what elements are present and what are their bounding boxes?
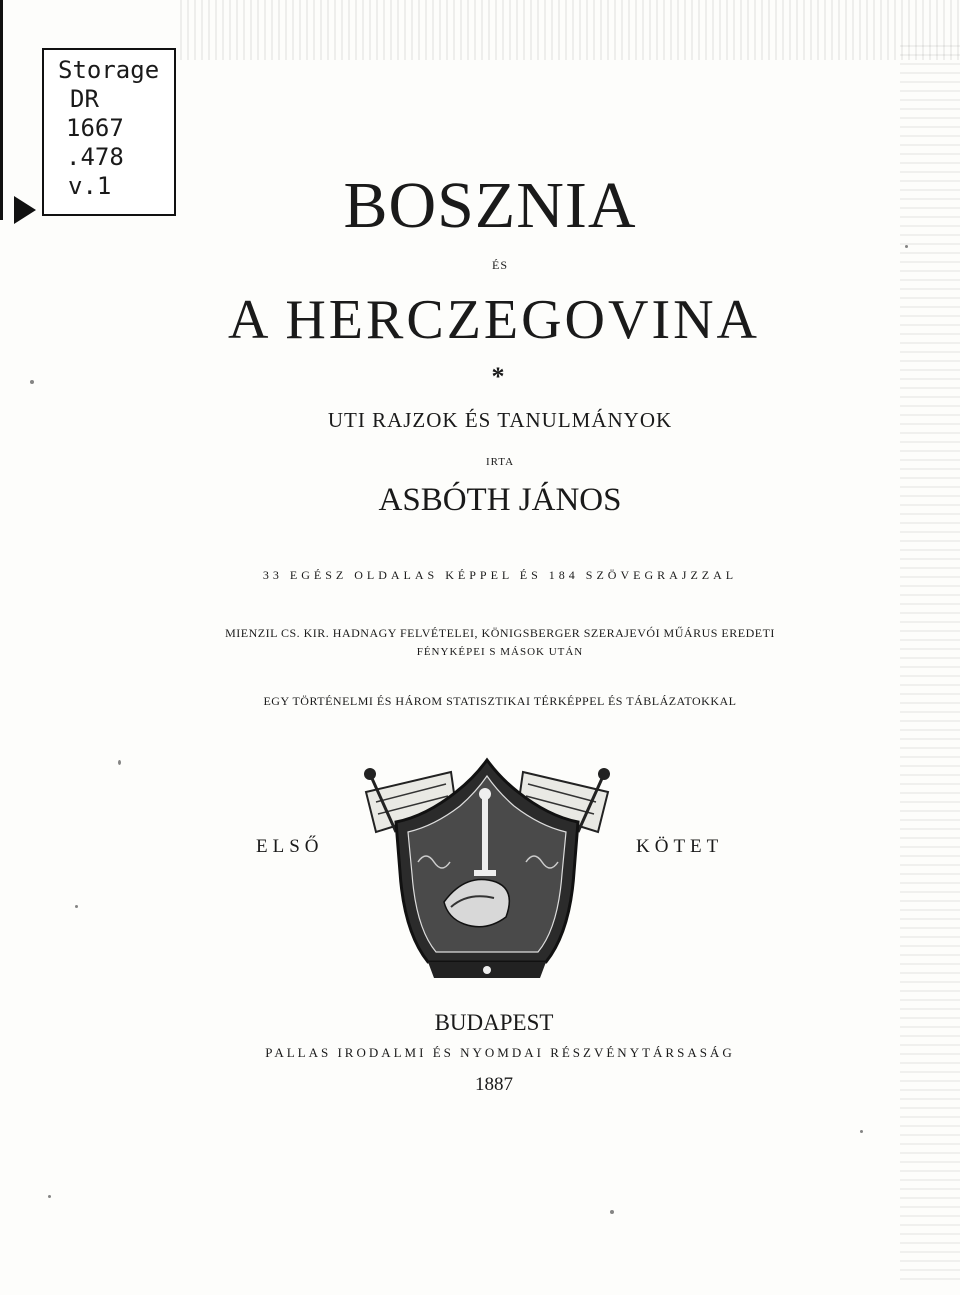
label-line: DR [70, 85, 99, 113]
scan-speck [75, 905, 78, 908]
by-line-label: IRTA [485, 456, 515, 468]
label-line: Storage [58, 56, 160, 84]
scan-speck [860, 1130, 863, 1133]
scan-speck [610, 1210, 614, 1214]
main-title: BOSZNIA [343, 169, 637, 242]
photo-credit-line-2: FÉNYKÉPEI S MÁSOK UTÁN [416, 646, 584, 658]
coat-of-arms-icon [356, 752, 618, 984]
label-line: .478 [66, 143, 124, 171]
photo-credit-line-1: MIENZIL CS. KIR. HADNAGY FELVÉTELEI, KÖNIGSBERGER SZERAJEVÓI MŰÁRUS EREDETI [225, 626, 775, 640]
label-line: v.1 [68, 172, 112, 200]
publisher-name: PALLAS IRODALMI ÉS NYOMDAI RÉSZVÉNYTÁRSASÁG [265, 1045, 735, 1060]
label-line: 1667 [66, 114, 124, 142]
scan-speck [905, 245, 908, 248]
maps-note: EGY TÖRTÉNELMI ÉS HÁROM STATISZTIKAI TÉRKÉPPEL ÉS TÁBLÁZATOKKAL [263, 694, 737, 708]
scan-noise-top [180, 0, 960, 60]
scan-speck [48, 1195, 51, 1198]
title-conjunction: ÉS [491, 258, 508, 272]
ornament-asterisk: * [491, 362, 505, 391]
illustrations-note: 33 EGÉSZ OLDALAS KÉPPEL ÉS 184 SZÖVEGRAJZZAL [262, 568, 738, 582]
author-name: ASBÓTH JÁNOS [378, 482, 622, 518]
scan-edge-bar [0, 0, 3, 220]
scan-speck [118, 760, 121, 765]
second-title: A HERCZEGOVINA [228, 289, 760, 351]
publication-year: 1887 [475, 1074, 513, 1095]
publication-city: BUDAPEST [434, 1010, 554, 1035]
volume-label-left: ELSŐ [256, 836, 324, 857]
subtitle: UTI RAJZOK ÉS TANULMÁNYOK [327, 408, 673, 432]
volume-label-right: KÖTET [636, 836, 724, 857]
